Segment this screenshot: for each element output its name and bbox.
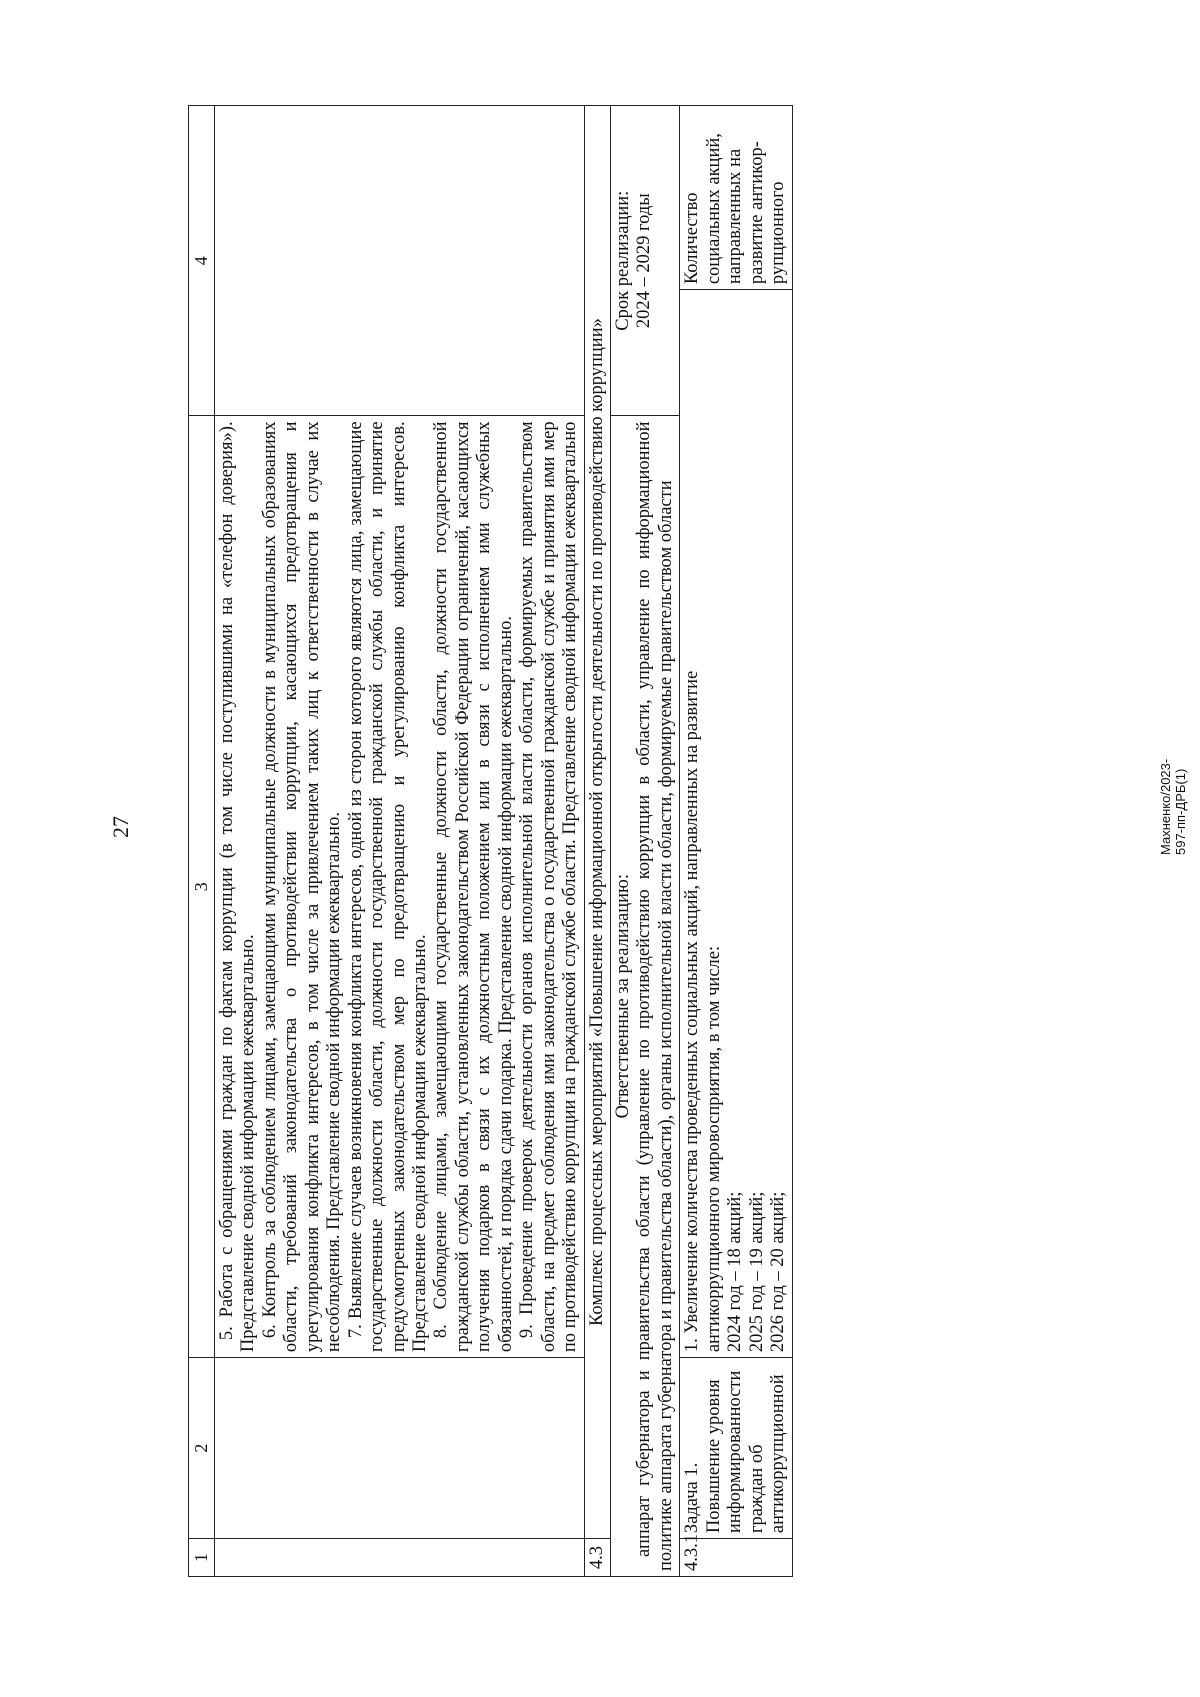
indicator-line: рупционного (768, 181, 789, 285)
task-line: Задача 1. (682, 1462, 703, 1534)
document-id: Махненко/2023-597-пп-ДРБ(1) (1158, 758, 1188, 855)
landscape-page (188, 105, 1093, 1577)
task-cell (680, 1358, 792, 1539)
task-line: информированности (725, 1370, 746, 1534)
measure-item: 6. Контроль за соблюдением лицами, замещающими муниципальные должности в муниципальных образованиях области, требований законодательства о противодействии коррупции, касающихся предотвращения и урегулирования конфликта интересов, в том числе за привлечением таких лиц к ответственности в случае их несоблюдения. Представление сводной информации ежеквартально. (259, 421, 345, 1353)
result-line: 2026 год – 20 акций; (768, 1191, 789, 1353)
complex-row (584, 106, 610, 1577)
header-col-4: 4 (189, 106, 215, 416)
table-header-row (189, 106, 215, 1577)
result-line: 2025 год – 19 акций; (746, 1191, 767, 1353)
task-result-cell (680, 290, 792, 1358)
measures-table (188, 105, 793, 1577)
responsible-text: аппарат губернатора и правительства области (управление по противодействию коррупции в области, управление по информационной политике аппарата губернатора и правительства области), органы исполнительной власти области, формируемые правительством области (634, 421, 676, 1571)
task-number: 4.3.1 (680, 1539, 792, 1577)
measure-item: 8. Соблюдение лицами, замещающими государственные должности области, должности государственной гражданской службы области, установленных законодательством Российской Федерации ограничений, касающихся получения подарков в связи с их должностным положением или в связи с исполнением ими служебных обязанностей, и порядка сдачи подарка. Представление сводной информации ежеквартально. (431, 421, 516, 1353)
task-row (680, 106, 792, 1577)
term-value: 2024 – 2029 годы (634, 193, 655, 329)
measure-item: 7. Выявление случаев возникновения конфликта интересов, одной из сторон которого являются лица, замещающие государственные должности области, должности государственной гражданской службы области, и принятие предусмотренных законодательством мер по предотвращению и урегулированию конфликта интересов. Представление сводной информации ежеквартально. (345, 421, 430, 1353)
indicator-line: направленных на (725, 148, 746, 285)
indicator-line: Количество (682, 192, 703, 285)
header-col-1: 1 (189, 1539, 215, 1577)
result-line: 1. Увеличение количества проведенных социальных акций, направленных на развитие (682, 670, 703, 1353)
indicator-line: развитие антикор- (746, 141, 767, 285)
measure-item: 5. Работа с обращениями граждан по фактам коррупции (в том числе поступившими на «телефон доверия»). Представление сводной информации ежеквартально. (216, 421, 259, 1353)
page-number: 27 (108, 816, 133, 838)
task-line: Повышение уровня (703, 1379, 724, 1534)
result-line: 2024 год – 18 акций; (725, 1191, 746, 1353)
task-line: антикоррупционной (768, 1374, 789, 1534)
responsible-row (611, 106, 680, 1577)
term-label: Срок реализации: (613, 190, 634, 331)
task-indicator-cell (680, 106, 792, 290)
measure-item: 9. Проведение проверок деятельности органов исполнительной власти области, формируемых правительством области, на предмет соблюдения ими законодательства о государственной гражданской службе и принятия ими мер по противодействию коррупции на гражданской службе области. Представление сводной информации ежеквартально (517, 421, 581, 1353)
measures-indicator-cell (214, 106, 584, 416)
complex-number: 4.3 (584, 1539, 610, 1577)
measures-list-cell (214, 416, 584, 1358)
measures-task-cell (214, 1358, 584, 1539)
measures-row (214, 106, 584, 1577)
indicator-line: социальных акций, (703, 133, 724, 285)
responsible-label: Ответственные за реализацию: (613, 874, 634, 1119)
task-line: граждан об (746, 1444, 767, 1534)
result-line: антикоррупционного мировосприятия, в том числе: (703, 945, 724, 1353)
term-cell (611, 106, 680, 416)
header-col-2: 2 (189, 1358, 215, 1539)
complex-title: Комплекс процессных мероприятий «Повышение информационной открытости деятельности по противодействию коррупции» (584, 106, 610, 1539)
measures-num-cell (214, 1539, 584, 1577)
responsible-cell (611, 416, 680, 1577)
header-col-3: 3 (189, 416, 215, 1358)
